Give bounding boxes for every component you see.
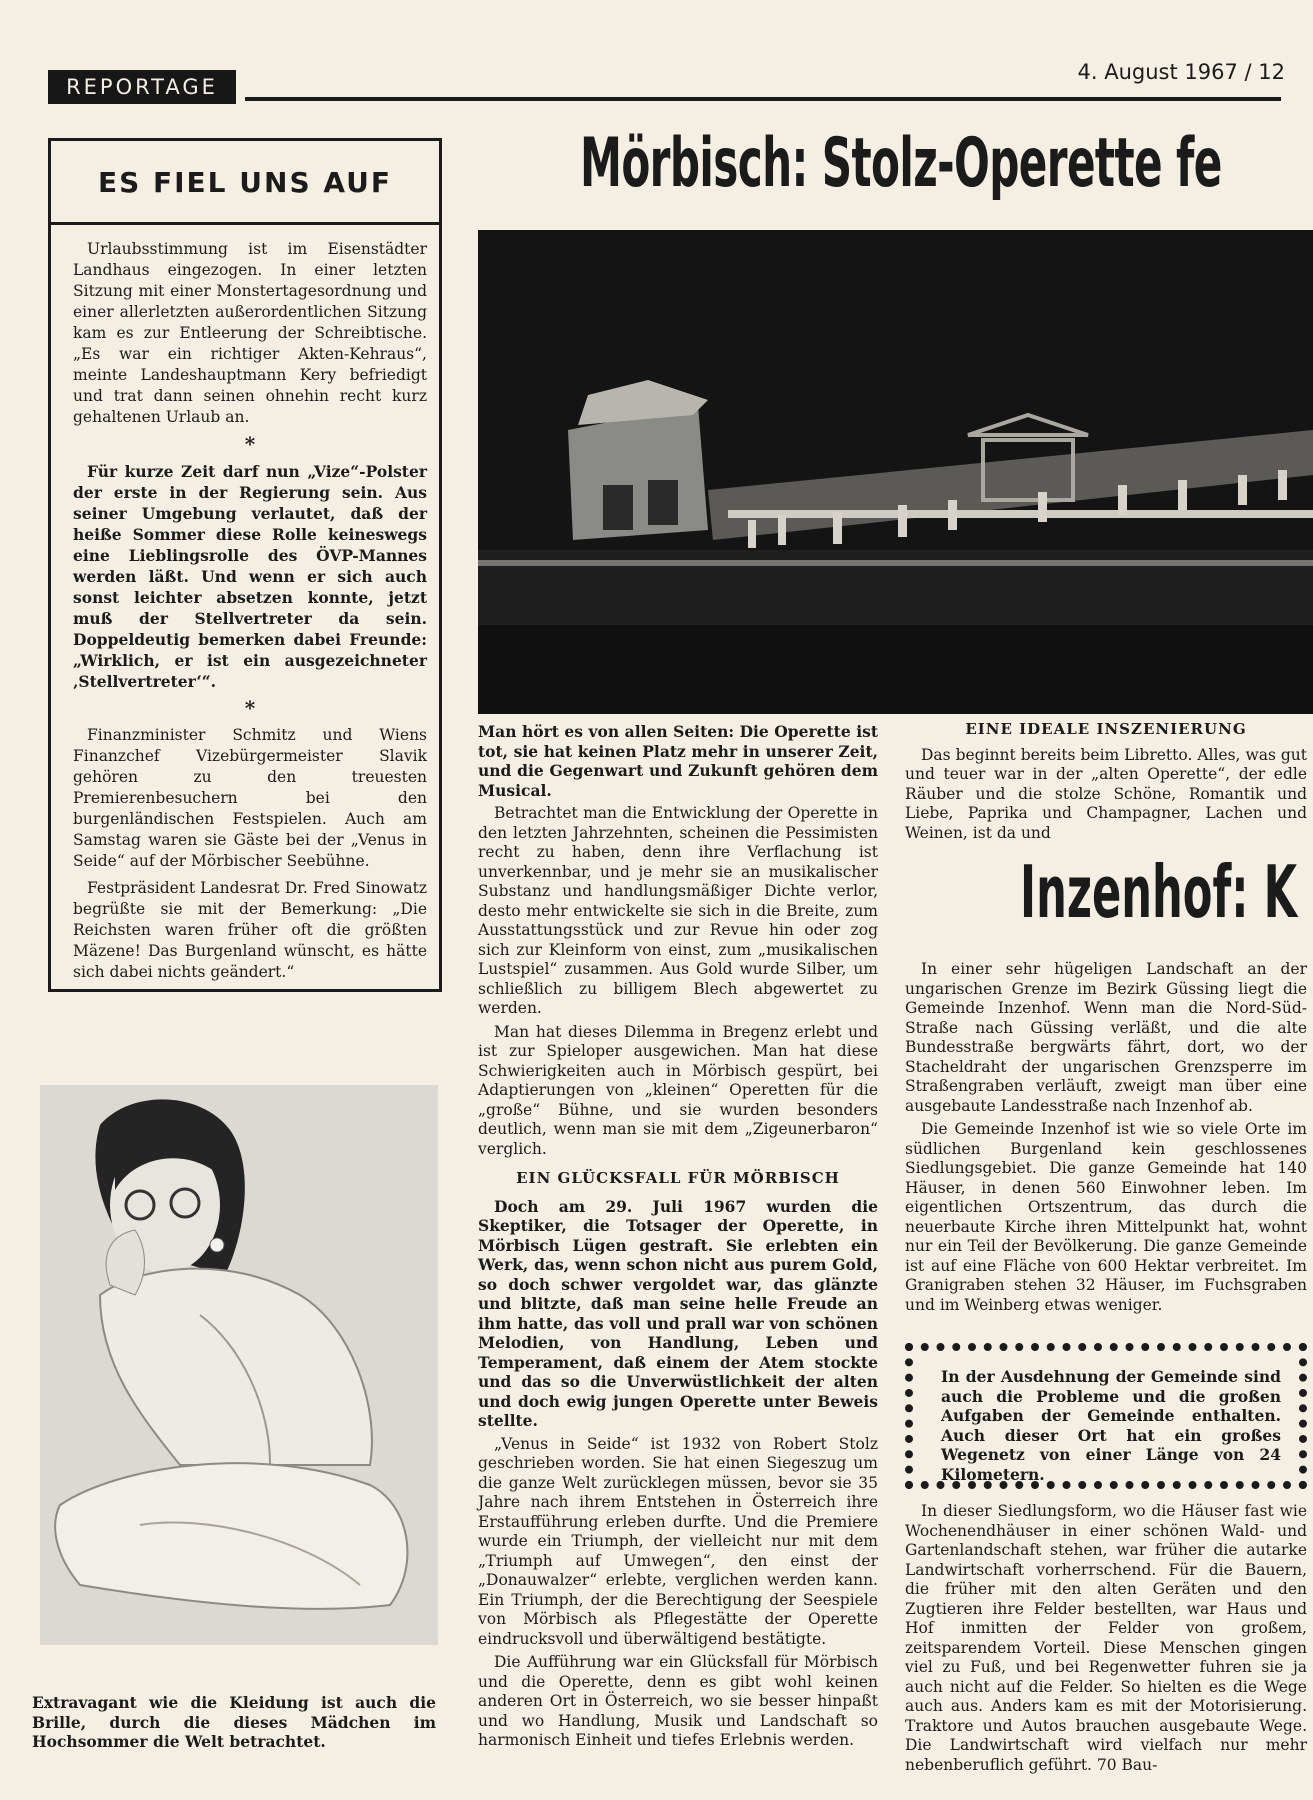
section-rubric: REPORTAGE <box>48 70 236 104</box>
main-article-body <box>478 722 878 1755</box>
photo-caption: Extravagant wie die Kleidung ist auch die Brille, durch die dieses Mädchen im Hochsommer die Welt betrachtet. <box>32 1693 436 1751</box>
article-subhead: EIN GLÜCKSFALL FÜR MÖRBISCH <box>516 1169 840 1187</box>
highlight-box: In der Ausdehnung der Gemeinde sind auch die Probleme und die großen Aufgaben der Gemeinde enthalten. Auch dieser Ort hat ein großes Wegenetz von einer Länge von 24 Kilometern. <box>905 1343 1307 1489</box>
article-paragraph: Das beginnt bereits beim Libretto. Alles, was gut und teuer war in der „alten Operette“, der edle Räuber und die stolze Schöne, Romantik und Liebe, Paprika und Champagner, Lachen und Weinen, ist da und <box>905 745 1307 842</box>
main-article-column-3 <box>905 720 1307 847</box>
lake-stage-photo <box>478 230 1313 714</box>
separator-star: * <box>244 696 256 720</box>
sidebar-paragraph: Urlaubsstimmung ist im Eisenstädter Landhaus eingezogen. In einer letzten Sitzung mit einer Monstertagesordnung und einer allerletzten außerordentlichen Sitzung kam es zur Entleerung der Schreibtische. „Es war ein richtiger Akten-Kehraus“, meinte Landeshauptmann Kery befriedigt und trat dann seinen ohnehin recht kurz gehaltenen Urlaub an. <box>73 240 427 426</box>
article-paragraph: Betrachtet man die Entwicklung der Operette in den letzten Jahrzehnten, scheinen die Pessimisten recht zu haben, denn ihre Verflachung ist unverkennbar, und je mehr sie an musikalischer Substanz und handlungsmäßiger Dichte verlor, desto mehr entwickelte sie sich in die Breite, zum Ausstattungsstück und zur Revue hin oder zog sich zur Kleinform von einst, zum „musikalischen Lustspiel“ zusammen. Aus Gold wurde Silber, um schließlich zu billigem Blech abgewertet zu werden. <box>478 804 878 1017</box>
article-paragraph: Die Aufführung war ein Glücksfall für Mörbisch und die Operette, denn es gibt wohl keinen anderen Ort in Österreich, wo sie besser hinpaßt und wo Handlung, Musik und Landschaft so harmonisch Einheit und tiefes Erlebnis werden. <box>478 1653 878 1749</box>
second-article-closing <box>905 1502 1307 1775</box>
issue-date: 4. August 1967 / 12 <box>1077 60 1285 84</box>
article-subhead: EINE IDEALE INSZENIERUNG <box>965 720 1247 738</box>
sidebar-box <box>48 138 442 992</box>
second-headline: Inzenhof: K <box>1020 850 1298 934</box>
article-paragraph: In dieser Siedlungsform, wo die Häuser fast wie Wochenendhäuser in einer schönen Wald- und Gartenlandschaft stehen, war früher die autarke Landwirtschaft vorherrschend. Für die Bauern, die früher mit den alten Geräten und den Zugtieren ihre Felder bestellten, war Haus und Hof inmitten der Felder von großem, zeitsparendem Vorteil. Diese Menschen gingen viel zu Fuß, und bei Regenwetter fuhren sie ja auch nicht auf die Felder. So hielten es die Wege auch aus. Anders kam es mit der Motorisierung. Traktore und Autos brauchen ausgebaute Wege. Die Landwirtschaft wird vielfach nur mehr nebenberuflich geführt. 70 Bau- <box>905 1502 1307 1774</box>
woman-portrait-photo <box>40 1085 438 1645</box>
lake-stage-illustration <box>478 230 1313 714</box>
second-article-body <box>905 960 1307 1319</box>
sidebar-title: ES FIEL UNS AUF <box>51 141 439 225</box>
article-bold-paragraph: Doch am 29. Juli 1967 wurden die Skeptiker, die Totsager der Operette, in Mörbisch Lügen gestraft. Sie erlebten ein Werk, das, wenn schon nicht aus purem Gold, so doch schwer vergoldet war, das glänzte und blitzte, daß man seine helle Freude an ihm hatte, das voll und prall war von schönen Melodien, von Handlung, Leben und Temperament, daß einem der Atem stockte und das so die Unverwüstlichkeit der alten und doch ewig jungen Operette unter Beweis stellte. <box>478 1196 878 1430</box>
sidebar-paragraph: Für kurze Zeit darf nun „Vize“-Polster der erste in der Regierung sein. Aus seiner Umgebung verlautet, daß der heiße Sommer diese Rolle keineswegs eine Lieblingsrolle des ÖVP-Mannes werden läßt. Und wenn er sich auch sonst leichter absetzen konnte, jetzt muß der Stellvertreter da sein. Doppeldeutig bemerken dabei Freunde: „Wirklich, er ist ein ausgezeichneter ‚Stellvertreter‘“. <box>73 462 427 691</box>
sidebar-paragraph: Festpräsident Landesrat Dr. Fred Sinowatz begrüßte sie mit der Bemerkung: „Die Reichsten waren früher oft die größten Mäzene! Das Burgenland wünscht, es hätte sich dabei nichts geändert.“ <box>73 879 427 981</box>
woman-portrait-illustration <box>40 1085 438 1645</box>
article-paragraph: Man hat dieses Dilemma in Bregenz erlebt und ist zur Spieloper ausgewichen. Man hat diese Schwierigkeiten auch in Mörbisch gespürt, bei Adaptierungen von „kleinen“ Operetten für die „große“ Bühne, und sie wurden besonders deutlich, wenn man sie mit dem „Zigeunerbaron“ verglich. <box>478 1022 878 1158</box>
sidebar-body <box>51 225 439 983</box>
sidebar-paragraph: Finanzminister Schmitz und Wiens Finanzchef Vizebürgermeister Slavik gehören zu den treuesten Premierenbesuchern bei den burgenländischen Festspielen. Auch am Samstag waren sie Gäste bei der „Venus in Seide“ auf der Mörbischer Seebühne. <box>73 726 427 870</box>
article-paragraph: „Venus in Seide“ ist 1932 von Robert Stolz geschrieben worden. Sie hat einen Siegeszug um die ganze Welt zurücklegen müssen, bevor sie 35 Jahre nach ihrem Entstehen in Österreich ihre Erstaufführung erleben durfte. Und die Premiere wurde ein Triumph, der vielleicht nur mit dem „Triumph auf Umwegen“, den einst der „Donauwalzer“ erlebte, verglichen werden kann. Ein Triumph, der die Berechtigung der Seespiele von Mörbisch als Pflegestätte der Operette eindrucksvoll und überwältigend bestätigte. <box>478 1434 878 1648</box>
main-headline: Mörbisch: Stolz-Operette fe <box>580 124 1222 203</box>
article-paragraph: In einer sehr hügeligen Landschaft an der ungarischen Grenze im Bezirk Güssing liegt die Gemeinde Inzenhof. Wenn man die Nord-Süd-Straße nach Güssing verläßt, und die alte Bundesstraße bergwärts fährt, dort, wo der Stacheldraht der ungarischen Grenzsperre im Straßengraben verläuft, zweigt man über eine ausgebaute Landesstraße nach Inzenhof ab. <box>905 960 1307 1115</box>
separator-star: * <box>244 432 256 456</box>
article-paragraph: Die Gemeinde Inzenhof ist wie so viele Orte im südlichen Burgenland kein geschlossenes Siedlungsgebiet. Die ganze Gemeinde hat 140 Häuser, in denen 560 Einwohner leben. Im eigentlichen Ortszentrum, das durch die neuerbaute Kirche ihren Mittelpunkt hat, wohnt nur ein Teil der Bevölkerung. Die ganze Gemeinde ist auf eine Fläche von 600 Hektar verbreitet. Im Granigraben stehen 32 Häuser, im Fuchsgraben und im Weinberg etwas weniger. <box>905 1120 1307 1314</box>
article-lead: Man hört es von allen Seiten: Die Operette ist tot, sie hat keinen Platz mehr in unserer Zeit, und die Gegenwart und Zukunft gehören dem Musical. <box>478 722 878 800</box>
header-rule <box>245 97 1281 101</box>
